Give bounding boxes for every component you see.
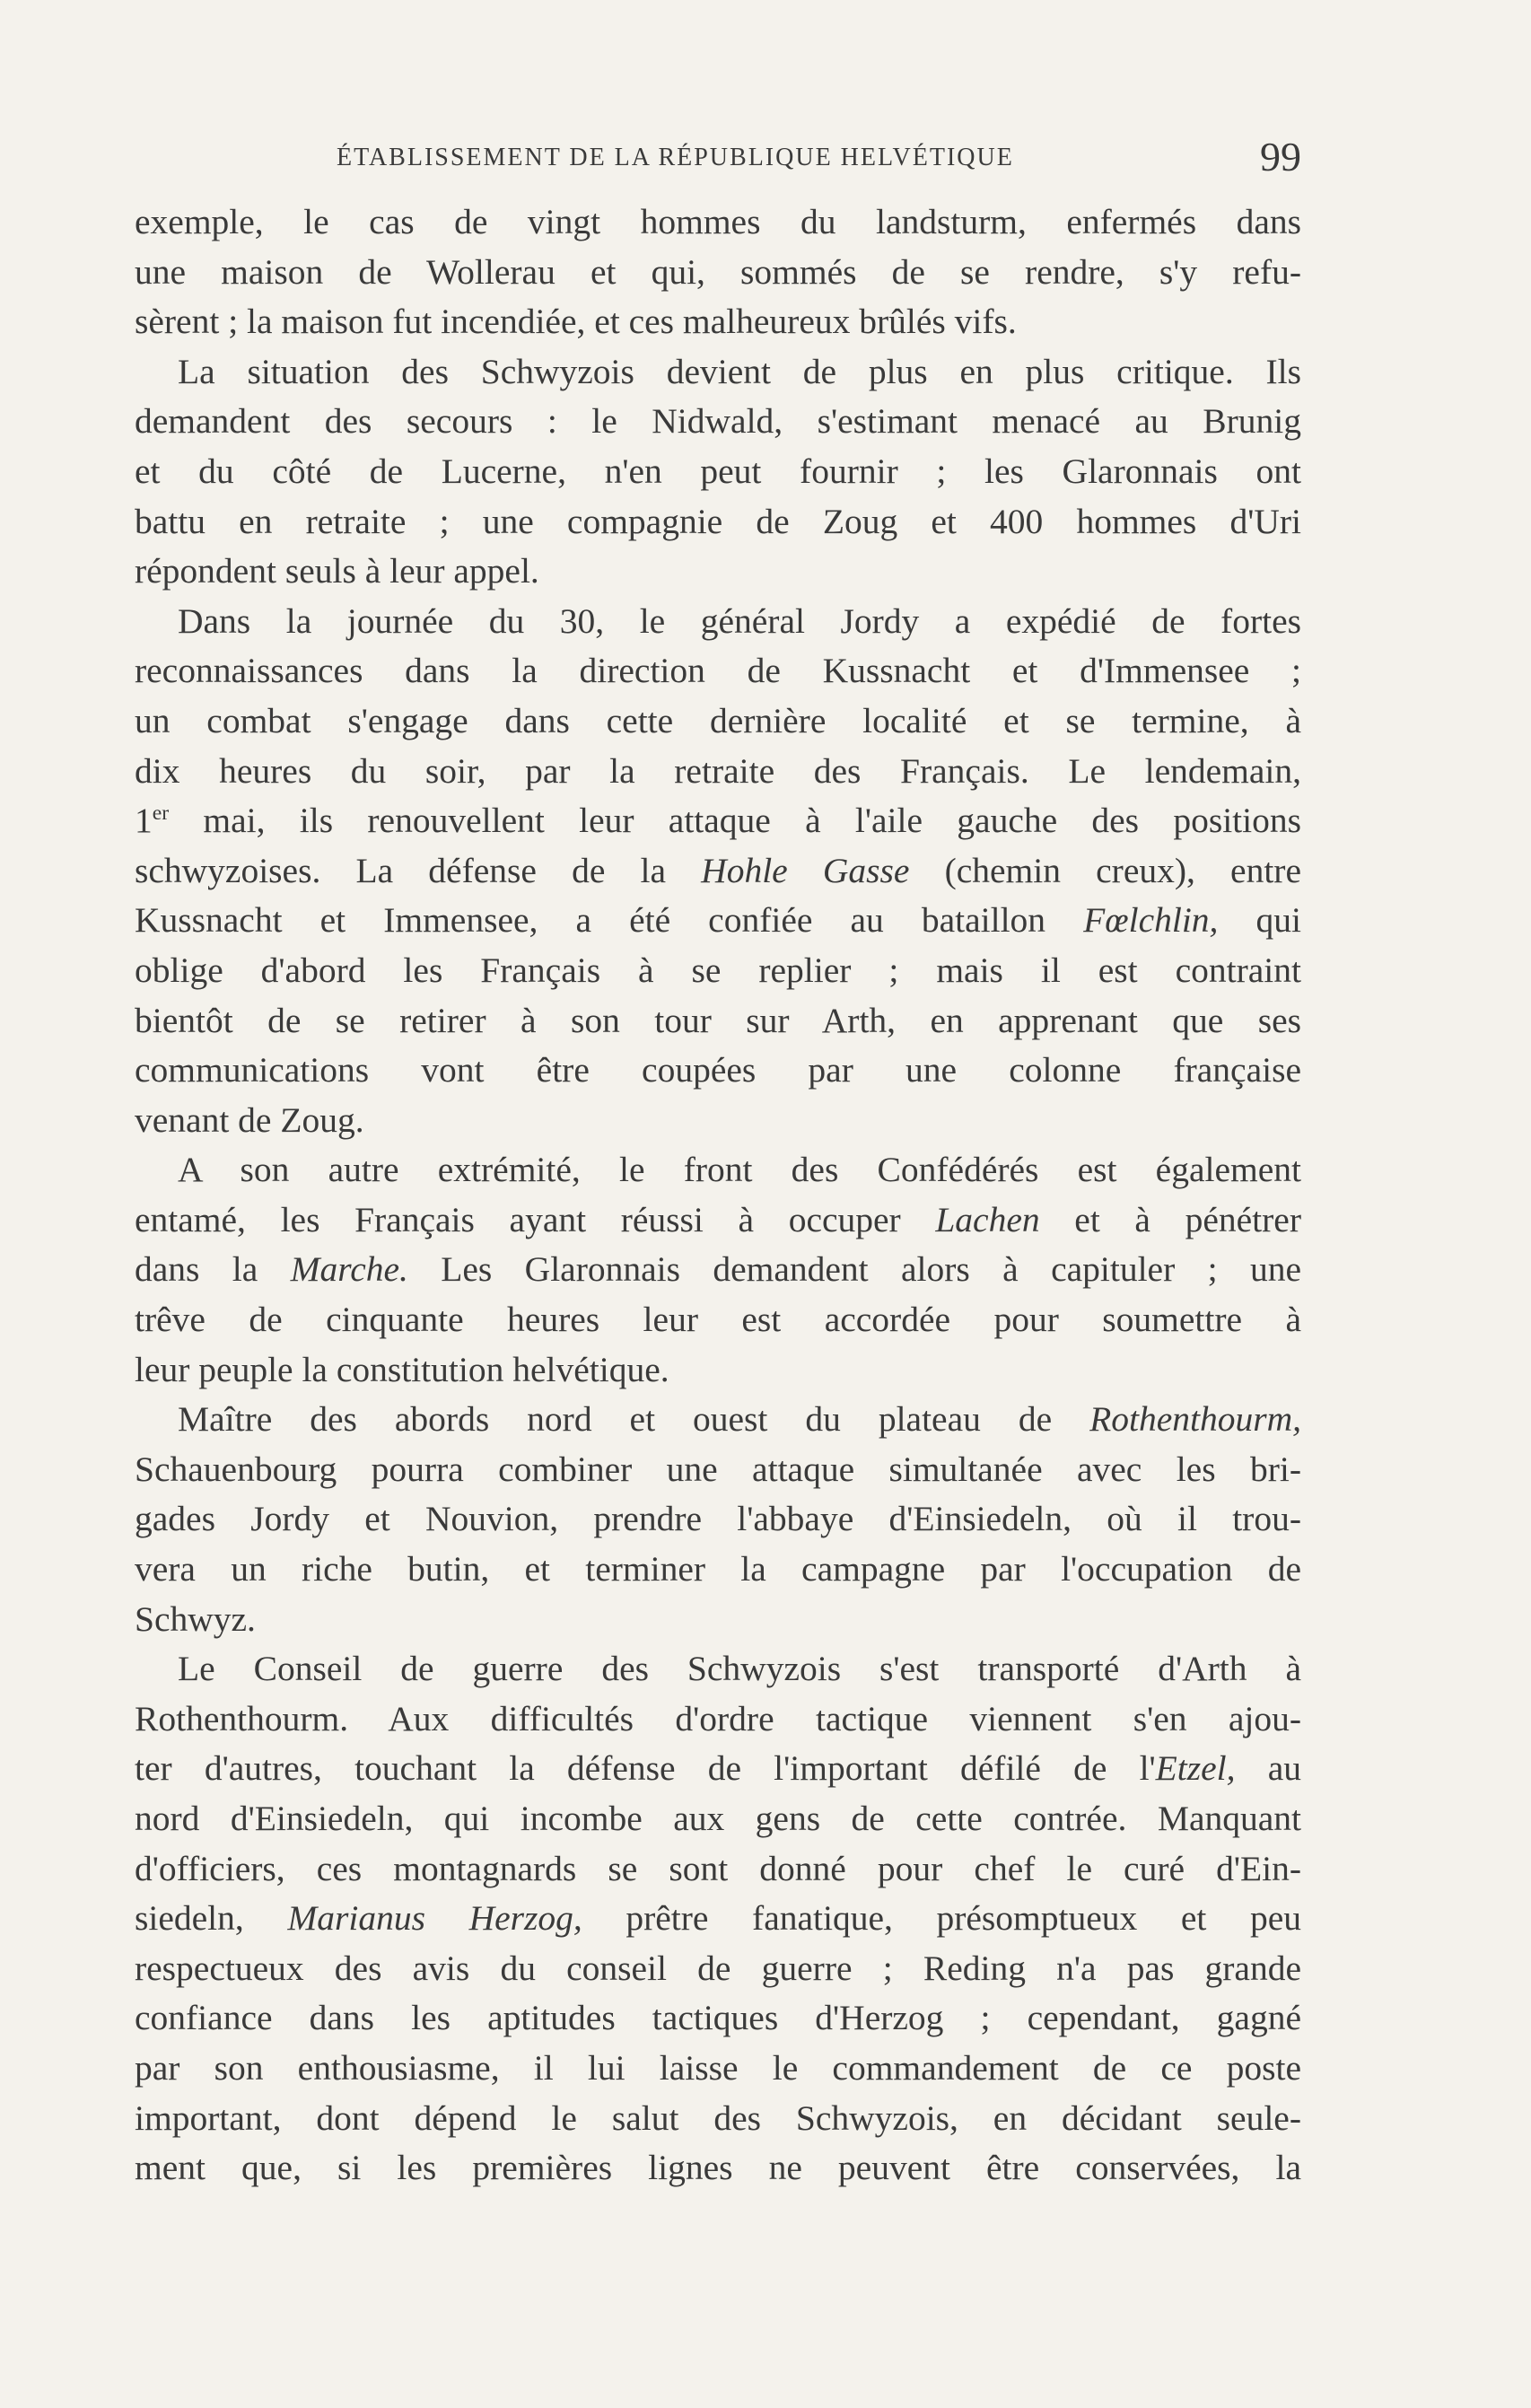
text-line: ment que, si les premières lignes ne peuvent être conservées, la: [135, 2148, 1301, 2188]
text-line: répondent seuls à leur appel.: [135, 551, 539, 591]
text-line: A son autre extrémité, le front des Confédérés est également: [178, 1150, 1301, 1190]
text-line: et du côté de Lucerne, n'en peut fournir ; les Glaronnais ont: [135, 451, 1301, 491]
page: [135, 126, 1301, 2193]
text-line: exemple, le cas de vingt hommes du landsturm, enfermés dans: [135, 202, 1301, 241]
text-line: important, dont dépend le salut des Schwyzois, en décidant seule-: [135, 2097, 1301, 2138]
text-line: nord d'Einsiedeln, qui incombe aux gens de cette contrée. Manquant: [135, 1799, 1301, 1838]
text-line: battu en retraite ; une compagnie de Zoug et 400 hommes d'Uri: [135, 501, 1301, 541]
text-line: Le Conseil de guerre des Schwyzois s'est transporté d'Arth à: [178, 1649, 1301, 1689]
text-line: sèrent ; la maison fut incendiée, et ces malheureux brûlés vifs.: [135, 302, 1017, 342]
text-line: schwyzoises. La défense de la Hohle Gasse (chemin creux), entre: [135, 850, 1301, 890]
text-line: gades Jordy et Nouvion, prendre l'abbaye d'Einsiedeln, où il trou-: [135, 1499, 1301, 1539]
text-line: 1er mai, ils renouvellent leur attaque à l'aile gauche des positions: [135, 801, 1301, 841]
text-line: vera un riche butin, et terminer la campagne par l'occupation de: [135, 1549, 1301, 1589]
text-line: dix heures du soir, par la retraite des Français. Le lendemain,: [135, 750, 1301, 791]
paragraph: [135, 1395, 1301, 1644]
text-line: communications vont être coupées par une colonne française: [135, 1050, 1301, 1090]
text-line: ter d'autres, touchant la défense de l'important défilé de l'Etzel, au: [135, 1748, 1301, 1789]
text-line: respectueux des avis du conseil de guerre ; Reding n'a pas grande: [135, 1948, 1301, 1988]
text-line: Schwyz.: [135, 1598, 256, 1639]
text-line: entamé, les Français ayant réussi à occuper Lachen et à pénétrer: [135, 1199, 1301, 1239]
text-line: trêve de cinquante heures leur est accordée pour soumettre à: [135, 1300, 1301, 1340]
paragraph: [135, 1145, 1301, 1395]
running-title: ÉTABLISSEMENT DE LA RÉPUBLIQUE HELVÉTIQUE: [337, 144, 1014, 171]
text-line: siedeln, Marianus Herzog, prêtre fanatique, présomptueux et peu: [135, 1898, 1301, 1939]
text-line: bientôt de se retirer à son tour sur Arth, en apprenant que ses: [135, 1000, 1301, 1040]
text-line: une maison de Wollerau et qui, sommés de se rendre, s'y refu-: [135, 251, 1301, 292]
page-number: 99: [1260, 134, 1301, 180]
paragraph: [135, 597, 1301, 1146]
body-text: [135, 197, 1301, 2193]
text-line: reconnaissances dans la direction de Kussnacht et d'Immensee ;: [135, 651, 1301, 691]
text-line: leur peuple la constitution helvétique.: [135, 1349, 669, 1389]
text-line: confiance dans les aptitudes tactiques d'Herzog ; cependant, gagné: [135, 1998, 1301, 2038]
paragraph: [135, 197, 1301, 347]
text-line: Rothenthourm. Aux difficultés d'ordre tactique viennent s'en ajou-: [135, 1698, 1301, 1738]
text-line: oblige d'abord les Français à se replier ; mais il est contraint: [135, 950, 1301, 990]
text-line: dans la Marche. Les Glaronnais demandent alors à capituler ; une: [135, 1249, 1301, 1290]
text-line: Dans la journée du 30, le général Jordy a expédié de fortes: [178, 600, 1301, 641]
text-line: Schauenbourg pourra combiner une attaque simultanée avec les bri-: [135, 1449, 1301, 1489]
text-line: Kussnacht et Immensee, a été confiée au bataillon Fœlchlin, qui: [135, 900, 1301, 941]
running-head: [135, 126, 1301, 197]
paragraph: [135, 347, 1301, 597]
text-line: venant de Zoug.: [135, 1099, 364, 1140]
text-line: Maître des abords nord et ouest du plateau de Rothenthourm,: [178, 1399, 1301, 1440]
text-line: La situation des Schwyzois devient de plus en plus critique. Ils: [178, 351, 1301, 391]
text-line: d'officiers, ces montagnards se sont donné pour chef le curé d'Ein-: [135, 1848, 1301, 1888]
text-line: un combat s'engage dans cette dernière localité et se termine, à: [135, 700, 1301, 740]
paragraph: [135, 1644, 1301, 2193]
text-line: par son enthousiasme, il lui laisse le commandement de ce poste: [135, 2047, 1301, 2088]
text-line: demandent des secours : le Nidwald, s'estimant menacé au Brunig: [135, 401, 1301, 442]
